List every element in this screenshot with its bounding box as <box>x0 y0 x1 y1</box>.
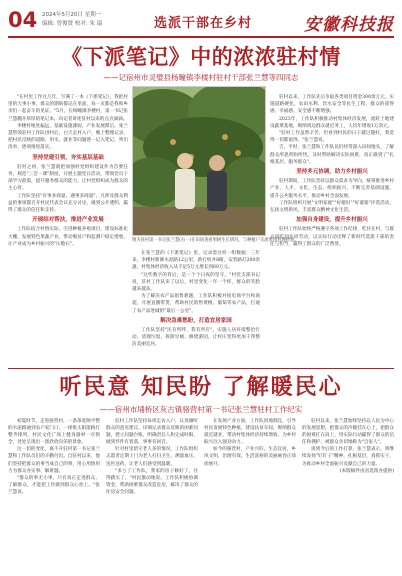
paragraph: 驻村工作队始终严格遵守各项工作纪律，吃住在村，与群众同吃同住同劳动，以实际行动诠释了新时代选派干部的责任与担当，赢得了群众的广泛赞誉。 <box>270 227 394 247</box>
section-title: 选派干部在乡村 <box>154 16 253 31</box>
paragraph: 驻村以来，张兰慧始终坚持以人民为中心的发展思想，把群众的冷暖挂在心上，把群众的困难扛在肩上，用实际行动赢得了群众的信任和拥护，被群众亲切地称为"自家人"。 <box>302 419 394 446</box>
subhead: 坚持党建引领，夯实基层基础 <box>32 154 104 161</box>
paragraph: 工作队结合村情实际，引进种植养殖项目，建设标准化大棚，发展特色果蔬产业，带动脱贫户和监测户稳定增收，让产业成为乡村振兴的"压舱石"。 <box>8 227 128 247</box>
paragraph: "在村里工作这几年，写满了一本《下派笔记》，我把村里的大事小事、群众的期盼都记在里面，每一页都是我和乡亲们一起奋斗的见证。"5月，在杨疃镇李楼村，第一书记张兰慧翻开厚厚的笔记本，向记者讲述驻村以来的点点滴滴。 <box>8 95 128 122</box>
paragraph: 工作队坚持"有事多商量、遇事多商量"，凡涉及群众利益的事项都召开村民代表会议充分讨论，做到公开透明，赢得了群众的信任和支持。 <box>8 193 128 214</box>
photo-caption: 图为驻村第一书记张兰慧(右一)在田间查看果树生长情况，与种植户交流果园管理经验。 <box>132 238 299 243</box>
header-meta <box>42 11 102 29</box>
paragraph: 这一切的变化，离不开驻村第一书记张兰慧和工作队员们的辛勤付出。自驻村以来，他们坚持把群众的事当成自己的事，用心用情用力为群众办实事、解难题。 <box>8 447 100 474</box>
article1-col3 <box>270 94 394 366</box>
article-divider <box>8 368 394 369</box>
paragraph: 吉，平时，张兰慧和工作队员们经常深入田间地头，了解群众所思所盼所忧，及时帮助解决实际困难，真正做到了"扎根基层、服务群众"。 <box>270 145 394 165</box>
article2-col4 <box>302 418 394 570</box>
subhead: 解决急难愁盼，打造宜居家园 <box>160 317 232 324</box>
paragraph: "驻村工作虽然辛苦，但看到村民的日子越过越好，我觉得一切都值得。"张兰慧说。 <box>270 131 394 144</box>
paragraph: 谈到今后的工作打算，张兰慧表示，将继续发扬"钉钉子"精神，扎根基层，真抓实干，为推动乡村全面振兴贡献自己的力量。 <box>302 447 394 467</box>
paragraph: 驻村工作队坚持每周走访入户，认真倾听群众的意见建议，详细记录群众反映的困难问题，建立问题台账，明确责任人和完成时限，做到件件有着落、事事有回音。 <box>106 419 198 446</box>
end-note: (本版稿件由省选派办提供) <box>339 468 394 474</box>
article1-photo <box>132 86 266 236</box>
paragraph: 针对村里留守老人多的情况，工作队组织志愿者定期上门为老人打扫卫生、测量血压、送医送药，让老人们感受到温暖。 <box>106 447 198 467</box>
page-number: 04 <box>8 8 38 32</box>
paragraph: "这些数字的背后，是一个个日夜的坚守。"村党支部书记说，驻村工作队来了以后，村里变化一年一个样，群众的笑脸越来越多。 <box>132 272 260 293</box>
date-line: 2024年5月20日 星期一 <box>42 12 102 18</box>
orchard-photo-illustration <box>133 87 266 236</box>
article2-col1 <box>8 418 100 570</box>
subhead: 加强自身建设，提升乡村振兴 <box>296 217 368 224</box>
subhead: 坚持多元协调，助力乡村振兴 <box>296 169 368 176</box>
paragraph: "群众的事无小事，只有真正走进群众、了解群众，才能把工作做到群众心坎上。"张兰慧说。 <box>8 475 100 495</box>
article1-subtitle: ——记宿州市灵璧县杨疃镇李楼村驻村干部张兰慧等四同志 <box>103 73 299 82</box>
paragraph: 在张兰慧的《下派笔记》里，记录着这样一组数据：三年来，李楼村新修水泥路12公里，新打机井8眼，安装路灯200余盏，村集体经济收入从不足5万元增长到60万元。 <box>132 251 260 271</box>
article1-title: 《下派笔记》中的浓浓驻村情 <box>61 45 341 69</box>
paragraph: "多亏了工作队，我家的房子修好了，住得踏实了。"村民激动地说。工作队积极协调资金，帮助困难群众改造危房，解决了群众的住房安全问题。 <box>106 468 198 495</box>
paragraph: 驻村期间，工作队坚持以群众需求为导向，统筹推进乡村产业、人才、文化、生态、组织振兴，不断完善基础设施，提升公共服务水平，推动乡村全面发展。 <box>270 179 394 199</box>
article1-col1 <box>8 94 128 366</box>
page-header <box>8 8 394 38</box>
paragraph: 2023年，工作队积极推动村集体经济发展，流转土地建设蔬菜基地，吸纳周边群众就近务工，人均年增收1万余元。 <box>270 116 394 129</box>
paragraph: 为了解决农产品销售难题，工作队积极对接电商平台和商超，开展直播带货，帮助村民销售黄桃、葡萄等农产品，打通了农产品进城的"最后一公里"。 <box>132 294 260 314</box>
paragraph: 驻村以来，工作队先后争取各类项目资金300余万元，实施道路硬化、农田水利、饮水安全等民生工程，群众的获得感、幸福感、安全感不断增强。 <box>270 95 394 115</box>
editor-line: 编辑: 曾俊贤 校对: 朱 瑞 <box>42 21 103 27</box>
paragraph: 在发展产业方面，工作队因地制宜，引导村民发展特色种植，建设扶贫车间，吸纳群众就近就业，带动村集体经济持续增收，为乡村振兴注入强劲动力。 <box>204 419 296 446</box>
paragraph: 工作队坚持"民有所呼、我有所应"，实施人居环境整治行动，清理垃圾、拆除旱厕、修建游园，让村庄变得更加干净整洁美丽宜居。 <box>132 328 260 348</box>
newspaper-logo: 安徽科技报 <box>304 15 394 35</box>
paragraph: 李楼村地处偏远，基础设施薄弱，产业发展滞后。张兰慧带领驻村工作队进村后，白天走村入户，晚上整理记录，把村民反映的道路、用水、就业等问题逐一记入笔记，列出清单，逐项推进落实。 <box>8 123 128 151</box>
paragraph: 工作队组织开展"文明家庭""好媳妇""好婆婆"评选活动，弘扬文明新风，丰富群众精神文化生活。 <box>270 200 394 214</box>
subhead: 开展结对帮扶，推进产业发展 <box>32 217 104 224</box>
paragraph: 初夏时节，走进骆营村，一条条宽阔平整的水泥路通到农户家门口，一排排太阳能路灯整齐排列，村民文化广场上健身器材一应俱全，处处呈现出一派欣欣向荣的景象。 <box>8 419 100 446</box>
article2-title: 听民意 知民盼 了解暖民心 <box>59 375 343 400</box>
article2-col3 <box>204 418 296 570</box>
article1-col2 <box>132 250 260 366</box>
article2-col2 <box>106 418 198 570</box>
article2-subtitle: ——宿州市埇桥区灰古镇骆营村第一书记张兰慧驻村工作纪实 <box>99 405 303 414</box>
paragraph: 驻村之初，张兰慧就把加强村党组织建设作为首要任务，规范"三会一课"制度，开展主题党日活动，带领党员干部学习政策，提升服务群众的能力，让村党组织成为群众的主心骨。 <box>8 164 128 192</box>
paragraph: 如今的骆营村，产业兴旺、生态宜居、乡风文明、治理有效、生活富裕的美丽画卷正徐徐展开。 <box>204 447 296 467</box>
